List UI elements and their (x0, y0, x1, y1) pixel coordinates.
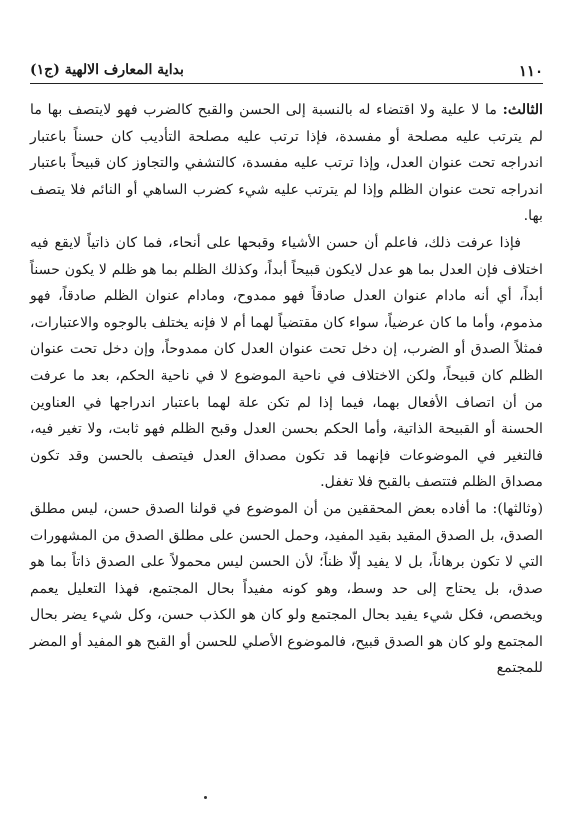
running-title: بداية المعارف الالهية (ج١) (30, 62, 184, 78)
paragraph-third-argument (30, 496, 543, 682)
paragraph-text: (وثالثها): ما أفاده بعض المحققين من أن الموضوع في قولنا الصدق حسن، ليس مطلق الصدق، بل الصدق المقيد بقيد المفيد، وحمل الحسن على مطلق الصدق من المشهورات التي لا تكون برهاناً، بل لا يفيد إلّا ظناً؛ لأن الحسن ليس محمولاً على الصدق ذاتاً بما هو صدق، بل يحتاج إلى حد وسط، وهو كونه مفيداً بحال المجتمع، فهذا التعليل يعمم ويخصص، فكل شيء يفيد بحال المجتمع ولو كان هو الكذب حسن، وكل شيء يضر بحال المجتمع ولو كان هو الصدق قبيح، فالموضوع الأصلي للحسن أو القبح هو المفيد أو المضر للمجتمع (30, 500, 543, 677)
paragraph-lead: الثالث: (502, 102, 543, 118)
body-text (30, 97, 543, 682)
paragraph-third-category (30, 97, 543, 230)
paragraph-conclusion (30, 230, 543, 496)
header-rule (30, 83, 543, 84)
page-number: ١١٠ (518, 62, 543, 80)
page-header (30, 60, 543, 84)
page-dot-mark (204, 796, 207, 799)
paragraph-text: ما لا علية ولا اقتضاء له بالنسبة إلى الحسن والقبح كالضرب فهو لايتصف بها ما لم يترتب عليه مصلحة أو مفسدة، فإذا ترتب عليه مصلحة التأديب كان حسناً باعتبار اندراجه تحت عنوان العدل، وإذا ترتب عليه مفسدة، كالتشفي والتجاوز كان قبيحاً باعتبار اندراجه تحت عنوان الظلم وإذا لم يترتب عليه شيء كضرب الساهي أو النائم فلا يتصف بها. (30, 102, 543, 225)
paragraph-text: فإذا عرفت ذلك، فاعلم أن حسن الأشياء وقبحها على أنحاء، فما كان ذاتياً لايقع فيه اختلاف فإن العدل بما هو عدل لايكون قبيحاً أبداً، وكذلك الظلم بما هو ظلم لا يكون حسناً أبداً، أي أنه مادام عنوان العدل صادقاً فهو ممدوح، ومادام عنوان الظلم صادقاً، فهو مذموم، وأما ما كان عرضياً، سواء كان مقتضياً لهما أم لا فإنه يختلف بالوجوه والاعتبارات، فمثلاً الصدق أو الضرب، إن دخل تحت عنوان العدل كان ممدوحاً، وإن دخل تحت عنوان الظلم كان قبيحاً، ولكن الاختلاف في ناحية الموضوع لا في ناحية الحكم، بعد ما عرفت من أن اتصاف الأفعال بهما، فيما إذا لم تكن علة لهما باعتبار اندراجها في العناوين الحسنة أو القبيحة الذاتية، وأما الحكم بحسن العدل وقبح الظلم فهو ثابت، ولا تغير فيه، فالتغير في الموضوعات فإنهما قد تكون مصداق العدل فيتصف بالحسن وقد تكون مصداق الظلم فتتصف بالقبح فلا تغفل. (30, 234, 543, 491)
